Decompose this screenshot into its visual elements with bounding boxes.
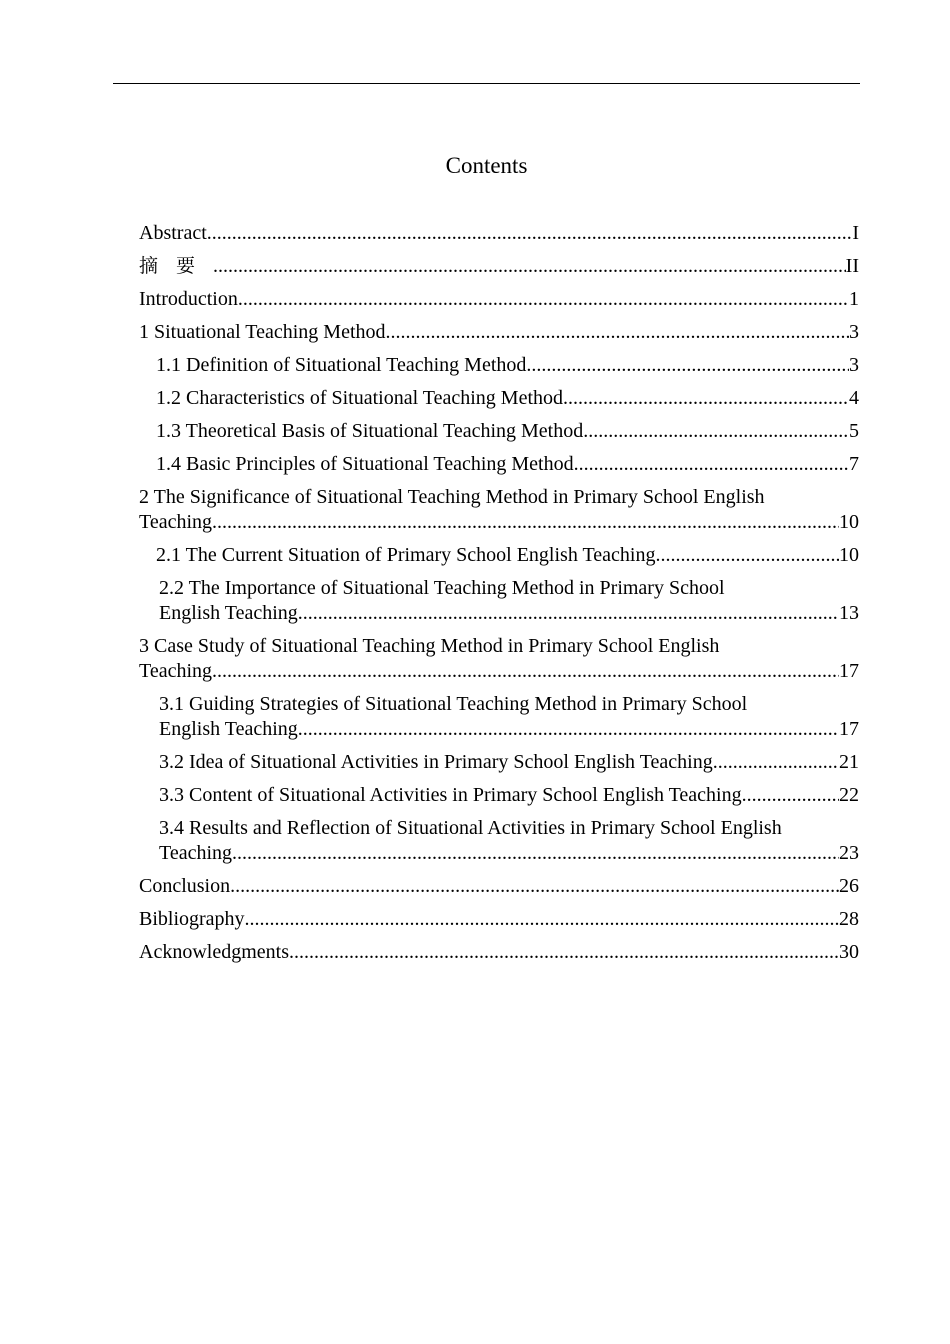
toc-entry-line	[159, 717, 859, 742]
toc-entry-title: Teaching	[139, 511, 213, 533]
toc-entry-line	[156, 386, 859, 411]
dot-leader	[386, 320, 849, 345]
toc-entry-page-number: 17	[839, 660, 859, 682]
toc-entry-title: Acknowledgments	[139, 941, 289, 963]
toc-entry-s2-2[interactable]	[139, 576, 859, 626]
toc-entry-acknowledgments[interactable]	[139, 940, 859, 965]
toc-entry-page-number: 10	[839, 511, 859, 533]
toc-entry-line	[139, 659, 859, 684]
dot-leader	[230, 874, 839, 899]
toc-entry-s1-3[interactable]	[139, 419, 859, 444]
toc-entry-s3-2[interactable]	[139, 750, 859, 775]
toc-entry-s3-4[interactable]	[139, 816, 859, 866]
dot-leader	[232, 841, 839, 866]
toc-entry-line	[156, 452, 859, 477]
toc-entry-page-number: 17	[839, 718, 859, 740]
toc-entry-line	[156, 353, 859, 378]
toc-entry-title: 3.3 Content of Situational Activities in Primary School English Teaching	[159, 784, 742, 806]
toc-entry-line	[159, 750, 859, 775]
dot-leader	[655, 543, 839, 568]
table-of-contents	[139, 221, 859, 973]
toc-entry-page-number: 4	[849, 387, 859, 409]
toc-entry-title: 摘要	[139, 255, 214, 277]
toc-entry-title-line1: 3 Case Study of Situational Teaching Method in Primary School English	[139, 635, 720, 657]
toc-entry-page-number: 1	[849, 288, 859, 310]
dot-leader	[213, 254, 846, 279]
toc-entry-s2-1[interactable]	[139, 543, 859, 568]
dot-leader	[742, 783, 839, 808]
toc-entry-title-line1: 2 The Significance of Situational Teaching Method in Primary School English	[139, 486, 765, 508]
toc-entry-page-number: 10	[839, 544, 859, 566]
toc-entry-introduction[interactable]	[139, 287, 859, 312]
header-rule	[113, 83, 860, 84]
toc-entry-line	[159, 783, 859, 808]
dot-leader	[583, 419, 849, 444]
toc-entry-conclusion[interactable]	[139, 874, 859, 899]
toc-entry-line	[159, 841, 859, 866]
toc-entry-s3[interactable]	[139, 634, 859, 684]
toc-entry-line	[139, 221, 859, 246]
toc-entry-page-number: 3	[849, 321, 859, 343]
dot-leader	[289, 940, 839, 965]
toc-entry-title: Teaching	[159, 842, 233, 864]
toc-entry-zhaiyao[interactable]	[139, 254, 859, 279]
toc-entry-bibliography[interactable]	[139, 907, 859, 932]
toc-entry-line	[139, 510, 859, 535]
dot-leader	[574, 452, 849, 477]
toc-entry-title-line1: 3.1 Guiding Strategies of Situational Teaching Method in Primary School	[159, 693, 748, 715]
dot-leader	[298, 601, 839, 626]
dot-leader	[713, 750, 839, 775]
toc-entry-s1[interactable]	[139, 320, 859, 345]
dot-leader	[212, 659, 839, 684]
toc-entry-title-line1: 2.2 The Importance of Situational Teaching Method in Primary School	[159, 577, 725, 599]
toc-entry-line	[139, 254, 859, 279]
toc-entry-page-number: I	[852, 222, 859, 244]
toc-entry-title: 1 Situational Teaching Method	[139, 321, 386, 343]
toc-entry-title: English Teaching	[159, 602, 298, 624]
toc-entry-s1-2[interactable]	[139, 386, 859, 411]
toc-entry-page-number: 26	[839, 875, 859, 897]
toc-entry-line	[156, 419, 859, 444]
toc-entry-page-number: 5	[849, 420, 859, 442]
toc-entry-line	[156, 543, 859, 568]
toc-entry-s1-4[interactable]	[139, 452, 859, 477]
dot-leader	[238, 287, 849, 312]
dot-leader	[245, 907, 839, 932]
toc-entry-line	[139, 287, 859, 312]
toc-entry-line	[139, 940, 859, 965]
toc-entry-page-number: II	[845, 255, 859, 277]
toc-entry-title: Bibliography	[139, 908, 245, 930]
dot-leader	[298, 717, 839, 742]
toc-entry-s1-1[interactable]	[139, 353, 859, 378]
toc-entry-line	[139, 907, 859, 932]
toc-entry-page-number: 13	[839, 602, 859, 624]
toc-entry-line	[139, 874, 859, 899]
toc-entry-title: 3.2 Idea of Situational Activities in Primary School English Teaching	[159, 751, 713, 773]
toc-entry-abstract[interactable]	[139, 221, 859, 246]
dot-leader	[207, 221, 853, 246]
toc-entry-page-number: 3	[849, 354, 859, 376]
toc-entry-title-line1: 3.4 Results and Reflection of Situational Activities in Primary School English	[159, 817, 782, 839]
toc-entry-s2[interactable]	[139, 485, 859, 535]
toc-entry-page-number: 23	[839, 842, 859, 864]
toc-entry-title: Abstract	[139, 222, 207, 244]
toc-entry-title: 1.1 Definition of Situational Teaching Method	[156, 354, 527, 376]
toc-entry-line	[139, 320, 859, 345]
toc-entry-page-number: 21	[839, 751, 859, 773]
toc-entry-title: 1.2 Characteristics of Situational Teaching Method	[156, 387, 564, 409]
toc-entry-title: 2.1 The Current Situation of Primary School English Teaching	[156, 544, 656, 566]
toc-entry-title: Teaching	[139, 660, 213, 682]
toc-entry-title: Introduction	[139, 288, 238, 310]
dot-leader	[212, 510, 839, 535]
page-title: Contents	[445, 153, 528, 178]
toc-entry-s3-1[interactable]	[139, 692, 859, 742]
dot-leader	[563, 386, 849, 411]
toc-entry-title: English Teaching	[159, 718, 298, 740]
toc-entry-page-number: 22	[839, 784, 859, 806]
toc-entry-page-number: 28	[839, 908, 859, 930]
toc-entry-page-number: 7	[849, 453, 859, 475]
toc-entry-line	[159, 601, 859, 626]
toc-entry-s3-3[interactable]	[139, 783, 859, 808]
toc-entry-title: 1.3 Theoretical Basis of Situational Teaching Method	[156, 420, 584, 442]
dot-leader	[526, 353, 849, 378]
toc-entry-title: 1.4 Basic Principles of Situational Teaching Method	[156, 453, 574, 475]
toc-entry-title: Conclusion	[139, 875, 231, 897]
toc-entry-page-number: 30	[839, 941, 859, 963]
